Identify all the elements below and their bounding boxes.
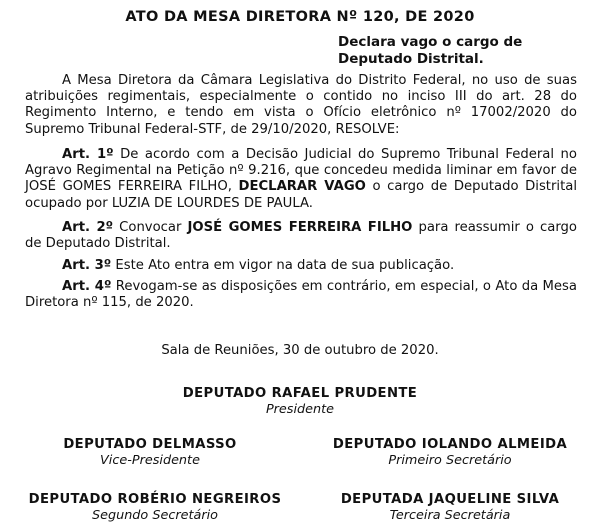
article-4-text: Revogam-se as disposições em contrário, em especial, o Ato da Mesa Diretora nº 115, de 2020. [25, 279, 577, 311]
signature-name: DEPUTADA JAQUELINE SILVA [340, 492, 560, 507]
article-1-text-b: o cargo de Deputado Distrital ocupado por LUZIA DE LOURDES DE PAULA. [25, 179, 577, 211]
article-1-text-a: De acordo com a Decisão Judicial do Supremo Tribunal Federal no Agravo Regimental na Petição nº 9.216, que concedeu medida liminar em favor de JOSÉ GOMES FERREIRA FILHO, [25, 147, 577, 195]
ementa: Declara vago o cargo de Deputado Distrital. [338, 34, 523, 67]
article-2-emphasis: JOSÉ GOMES FERREIRA FILHO [187, 220, 413, 235]
signature-name: DEPUTADO ROBÉRIO NEGREIROS [28, 492, 282, 507]
signature-role: Terceira Secretária [389, 508, 511, 523]
signature-vice-president [20, 437, 280, 468]
article-1-label: Art. 1º [62, 147, 114, 162]
preamble-paragraph: A Mesa Diretora da Câmara Legislativa do Distrito Federal, no uso de suas atribuições regimentais, especialmente o contido no inciso III do art. 28 do Regimento Interno, e tendo em vista o Ofício eletrônico nº 17002/2020 do Supremo Tribunal Federal-STF, de 29/10/2020, RESOLVE: [25, 73, 577, 137]
signature-second-secretary [10, 492, 300, 523]
signature-name: DEPUTADO IOLANDO ALMEIDA [332, 437, 568, 452]
signature-name: DEPUTADO DELMASSO [63, 437, 237, 452]
article-1 [25, 147, 577, 212]
signature-role: Presidente [265, 402, 335, 417]
article-3-label: Art. 3º [62, 258, 112, 273]
signature-role: Segundo Secretário [91, 508, 219, 523]
article-2-text-a: Convocar [113, 220, 188, 235]
article-2 [25, 220, 577, 252]
document-title: ATO DA MESA DIRETORA Nº 120, DE 2020 [125, 9, 475, 25]
signature-president [150, 386, 450, 417]
signature-first-secretary [310, 437, 590, 468]
signature-role: Vice-Presidente [100, 453, 200, 468]
signature-name: DEPUTADO RAFAEL PRUDENTE [182, 386, 418, 401]
article-4-label: Art. 4º [62, 279, 112, 294]
signature-role: Primeiro Secretário [388, 453, 512, 468]
article-1-emphasis: DECLARAR VAGO [238, 179, 366, 195]
article-2-label: Art. 2º [62, 220, 114, 235]
article-3-text: Este Ato entra em vigor na data de sua publicação. [111, 258, 455, 273]
article-3 [25, 258, 577, 274]
article-2-text-b: para reassumir o cargo de Deputado Distrital. [25, 220, 577, 252]
place-and-date: Sala de Reuniões, 30 de outubro de 2020. [161, 343, 439, 358]
signature-third-secretary [310, 492, 590, 523]
article-4 [25, 279, 577, 311]
